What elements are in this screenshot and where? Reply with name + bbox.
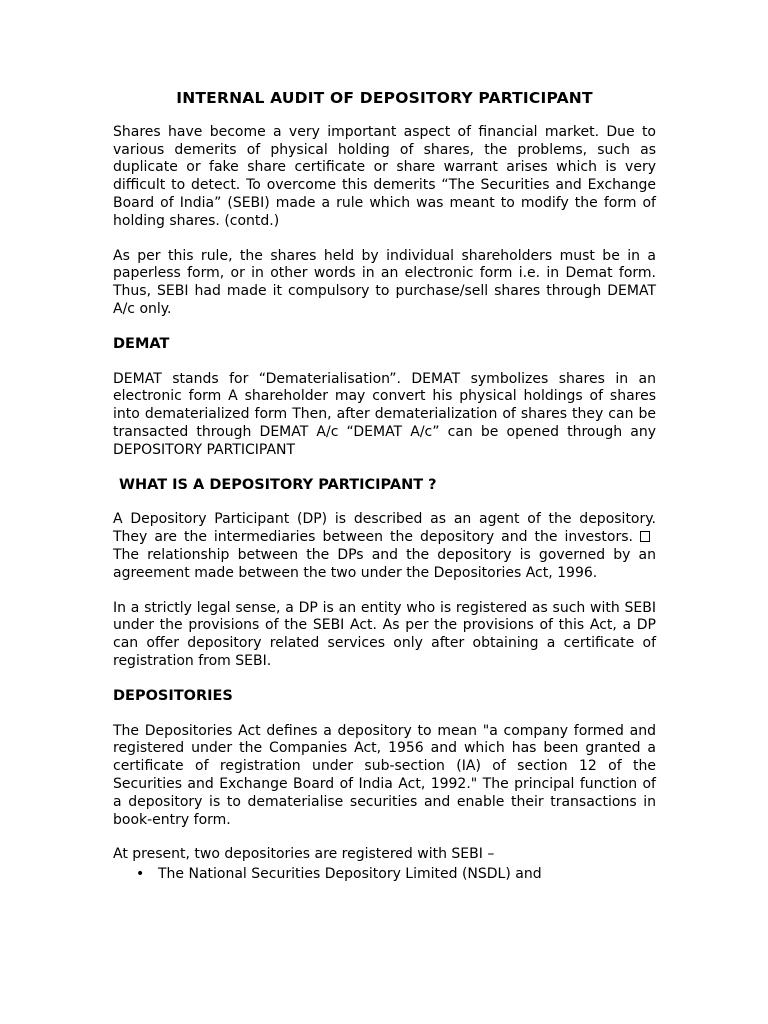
section-heading-demat: DEMAT <box>113 335 170 352</box>
dp-paragraph-1 <box>113 511 656 582</box>
dp-paragraph-1-part-b: The relationship between the DPs and the depository is governed by an agreement made between the two under the Depositories Act, 1996. <box>113 546 656 581</box>
list-item: • The National Securities Depository Limited (NSDL) and <box>158 866 656 884</box>
depositories-list <box>113 866 656 884</box>
depositories-paragraph-1: The Depositories Act defines a depository to mean "a company formed and registered under the Companies Act, 1956 and which has been granted a certificate of registration under sub-section (IA) of section 12 of the Securities and Exchange Board of India Act, 1992." The principal function of a depository is to dematerialise securities and enable their transactions in book-entry form. <box>113 722 656 828</box>
section-heading-depositories: DEPOSITORIES <box>113 687 233 704</box>
dp-paragraph-1-part-a: A Depository Participant (DP) is described as an agent of the depository. They are the intermediaries between the depository and the investors. <box>113 511 656 546</box>
section-heading-what-is-dp: WHAT IS A DEPOSITORY PARTICIPANT ? <box>119 476 437 493</box>
missing-glyph-box-icon <box>640 531 650 542</box>
dp-paragraph-2: In a strictly legal sense, a DP is an entity who is registered as such with SEBI under the provisions of the SEBI Act. As per the provisions of this Act, a DP can offer depository related services only after obtaining a certificate of registration from SEBI. <box>113 599 656 669</box>
demat-paragraph: DEMAT stands for “Dematerialisation”. DEMAT symbolizes shares in an electronic form A shareholder may convert his physical holdings of shares into dematerialized form Then, after dematerialization of shares they can be transacted through DEMAT A/c “DEMAT A/c” can be opened through any DEPOSITORY PARTICIPANT <box>113 370 656 458</box>
depositories-paragraph-2: At present, two depositories are registered with SEBI – <box>113 846 495 863</box>
document-title: INTERNAL AUDIT OF DEPOSITORY PARTICIPANT <box>176 89 593 107</box>
intro-paragraph-1: Shares have become a very important aspect of financial market. Due to various demerits of physical holding of shares, the problems, such as duplicate or fake share certificate or share warrant arises which is very difficult to detect. To overcome this demerits “The Securities and Exchange Board of India” (SEBI) made a rule which was meant to modify the form of holding shares. (contd.) <box>113 123 656 229</box>
intro-paragraph-2: As per this rule, the shares held by individual shareholders must be in a paperless form, or in other words in an electronic form i.e. in Demat form. Thus, SEBI had made it compulsory to purchase/sell shares through DEMAT A/c only. <box>113 247 656 317</box>
document-page <box>113 90 656 884</box>
